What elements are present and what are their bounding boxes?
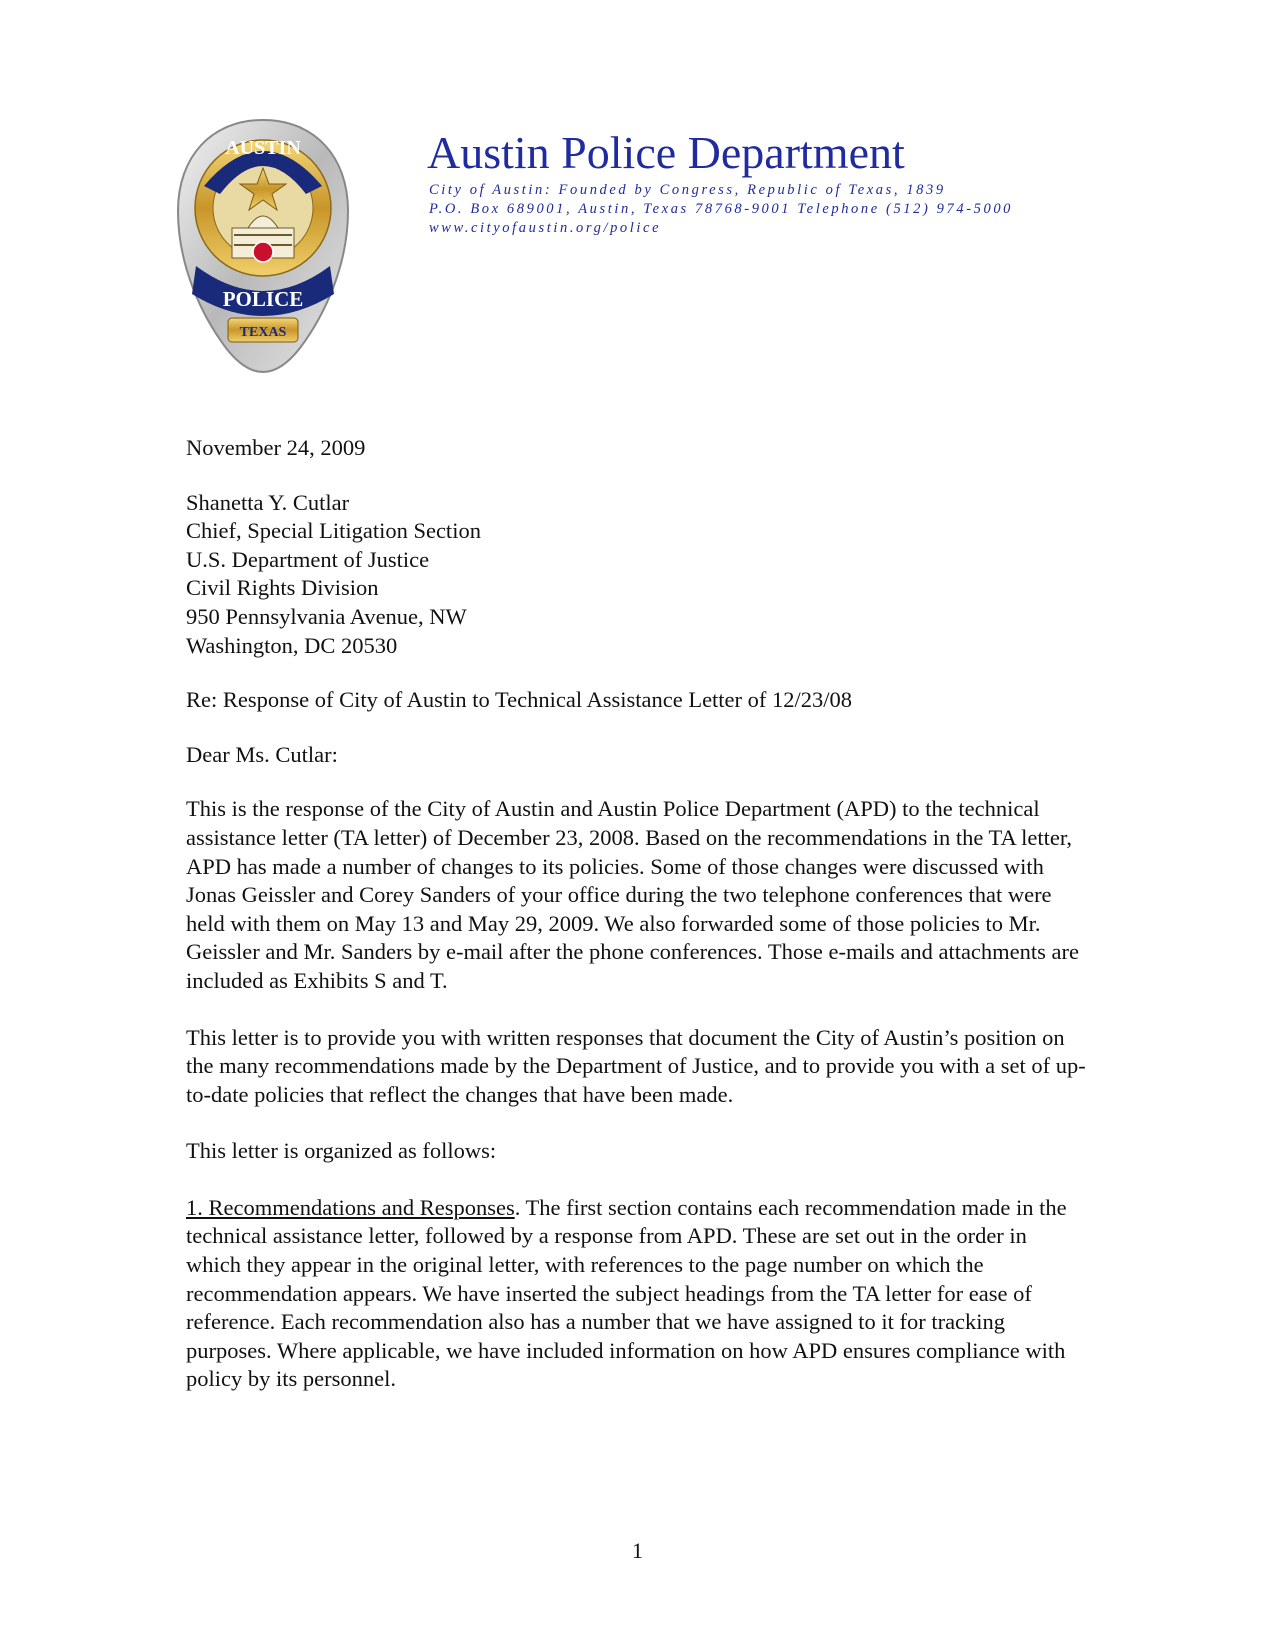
paragraph: This letter is to provide you with written responses that document the City of Austin’s position on the many recommendations made by the Department of Justice, and to provide you with a set of up-to-date policies that reflect the changes that have been made. bbox=[186, 1024, 1086, 1107]
section-heading: 1. Recommendations and Responses bbox=[186, 1194, 515, 1220]
department-name: Austin Police Department bbox=[427, 127, 905, 178]
paragraph: This is the response of the City of Austin and Austin Police Department (APD) to the technical assistance letter (TA letter) of December 23, 2008. Based on the recommendations in the TA letter, APD has made a number of changes to its policies. Some of those changes were discussed with Jonas Geissler and Corey Sanders of your office during the two telephone conferences that were held with them on May 13 and May 29, 2009. We also forwarded some of those policies to Mr. Geissler and Mr. Sanders by e-mail after the phone conferences. Those e-mails and attachments are included as Exhibits S and T. bbox=[186, 796, 1080, 993]
badge-bottom-text: TEXAS bbox=[239, 325, 287, 340]
section-recommendations bbox=[186, 1194, 1086, 1394]
address-line: Civil Rights Division bbox=[186, 575, 379, 601]
address-line: Washington, DC 20530 bbox=[186, 632, 398, 658]
letter-body bbox=[186, 434, 1086, 1422]
address-line: Chief, Special Litigation Section bbox=[186, 518, 481, 544]
badge-top-text: AUSTIN bbox=[225, 137, 301, 159]
section-text: . The first section contains each recommendation made in the technical assistance letter, followed by a response from APD. These are set out in the order in which they appear in the original letter, with references to the page number on which the recommendation appears. We have inserted the subject headings from the TA letter for ease of reference. Each recommendation also has a number that we have assigned to it for tracking purposes. Where applicable, we have included information on how APD ensures compliance with policy by its personnel. bbox=[186, 1194, 1067, 1392]
salutation: Dear Ms. Cutlar: bbox=[186, 741, 338, 767]
letterhead-address-line: P.O. Box 689001, Austin, Texas 78768-9001 Telephone (512) 974-5000 bbox=[429, 201, 1014, 217]
page-number: 1 bbox=[632, 1538, 643, 1563]
subject-line: Re: Response of City of Austin to Technical Assistance Letter of 12/23/08 bbox=[186, 687, 853, 713]
badge-middle-text: POLICE bbox=[222, 287, 304, 311]
letterhead-founded-line: City of Austin: Founded by Congress, Republic of Texas, 1839 bbox=[429, 182, 946, 198]
letter-date: November 24, 2009 bbox=[186, 435, 366, 460]
letterhead-website-line: www.cityofaustin.org/police bbox=[429, 220, 662, 236]
address-line: Shanetta Y. Cutlar bbox=[186, 489, 350, 515]
police-badge-logo bbox=[174, 116, 352, 374]
address-line: U.S. Department of Justice bbox=[186, 546, 430, 572]
paragraph: This letter is organized as follows: bbox=[186, 1138, 497, 1164]
recipient-address bbox=[186, 489, 1086, 661]
address-line: 950 Pennsylvania Avenue, NW bbox=[186, 603, 467, 629]
